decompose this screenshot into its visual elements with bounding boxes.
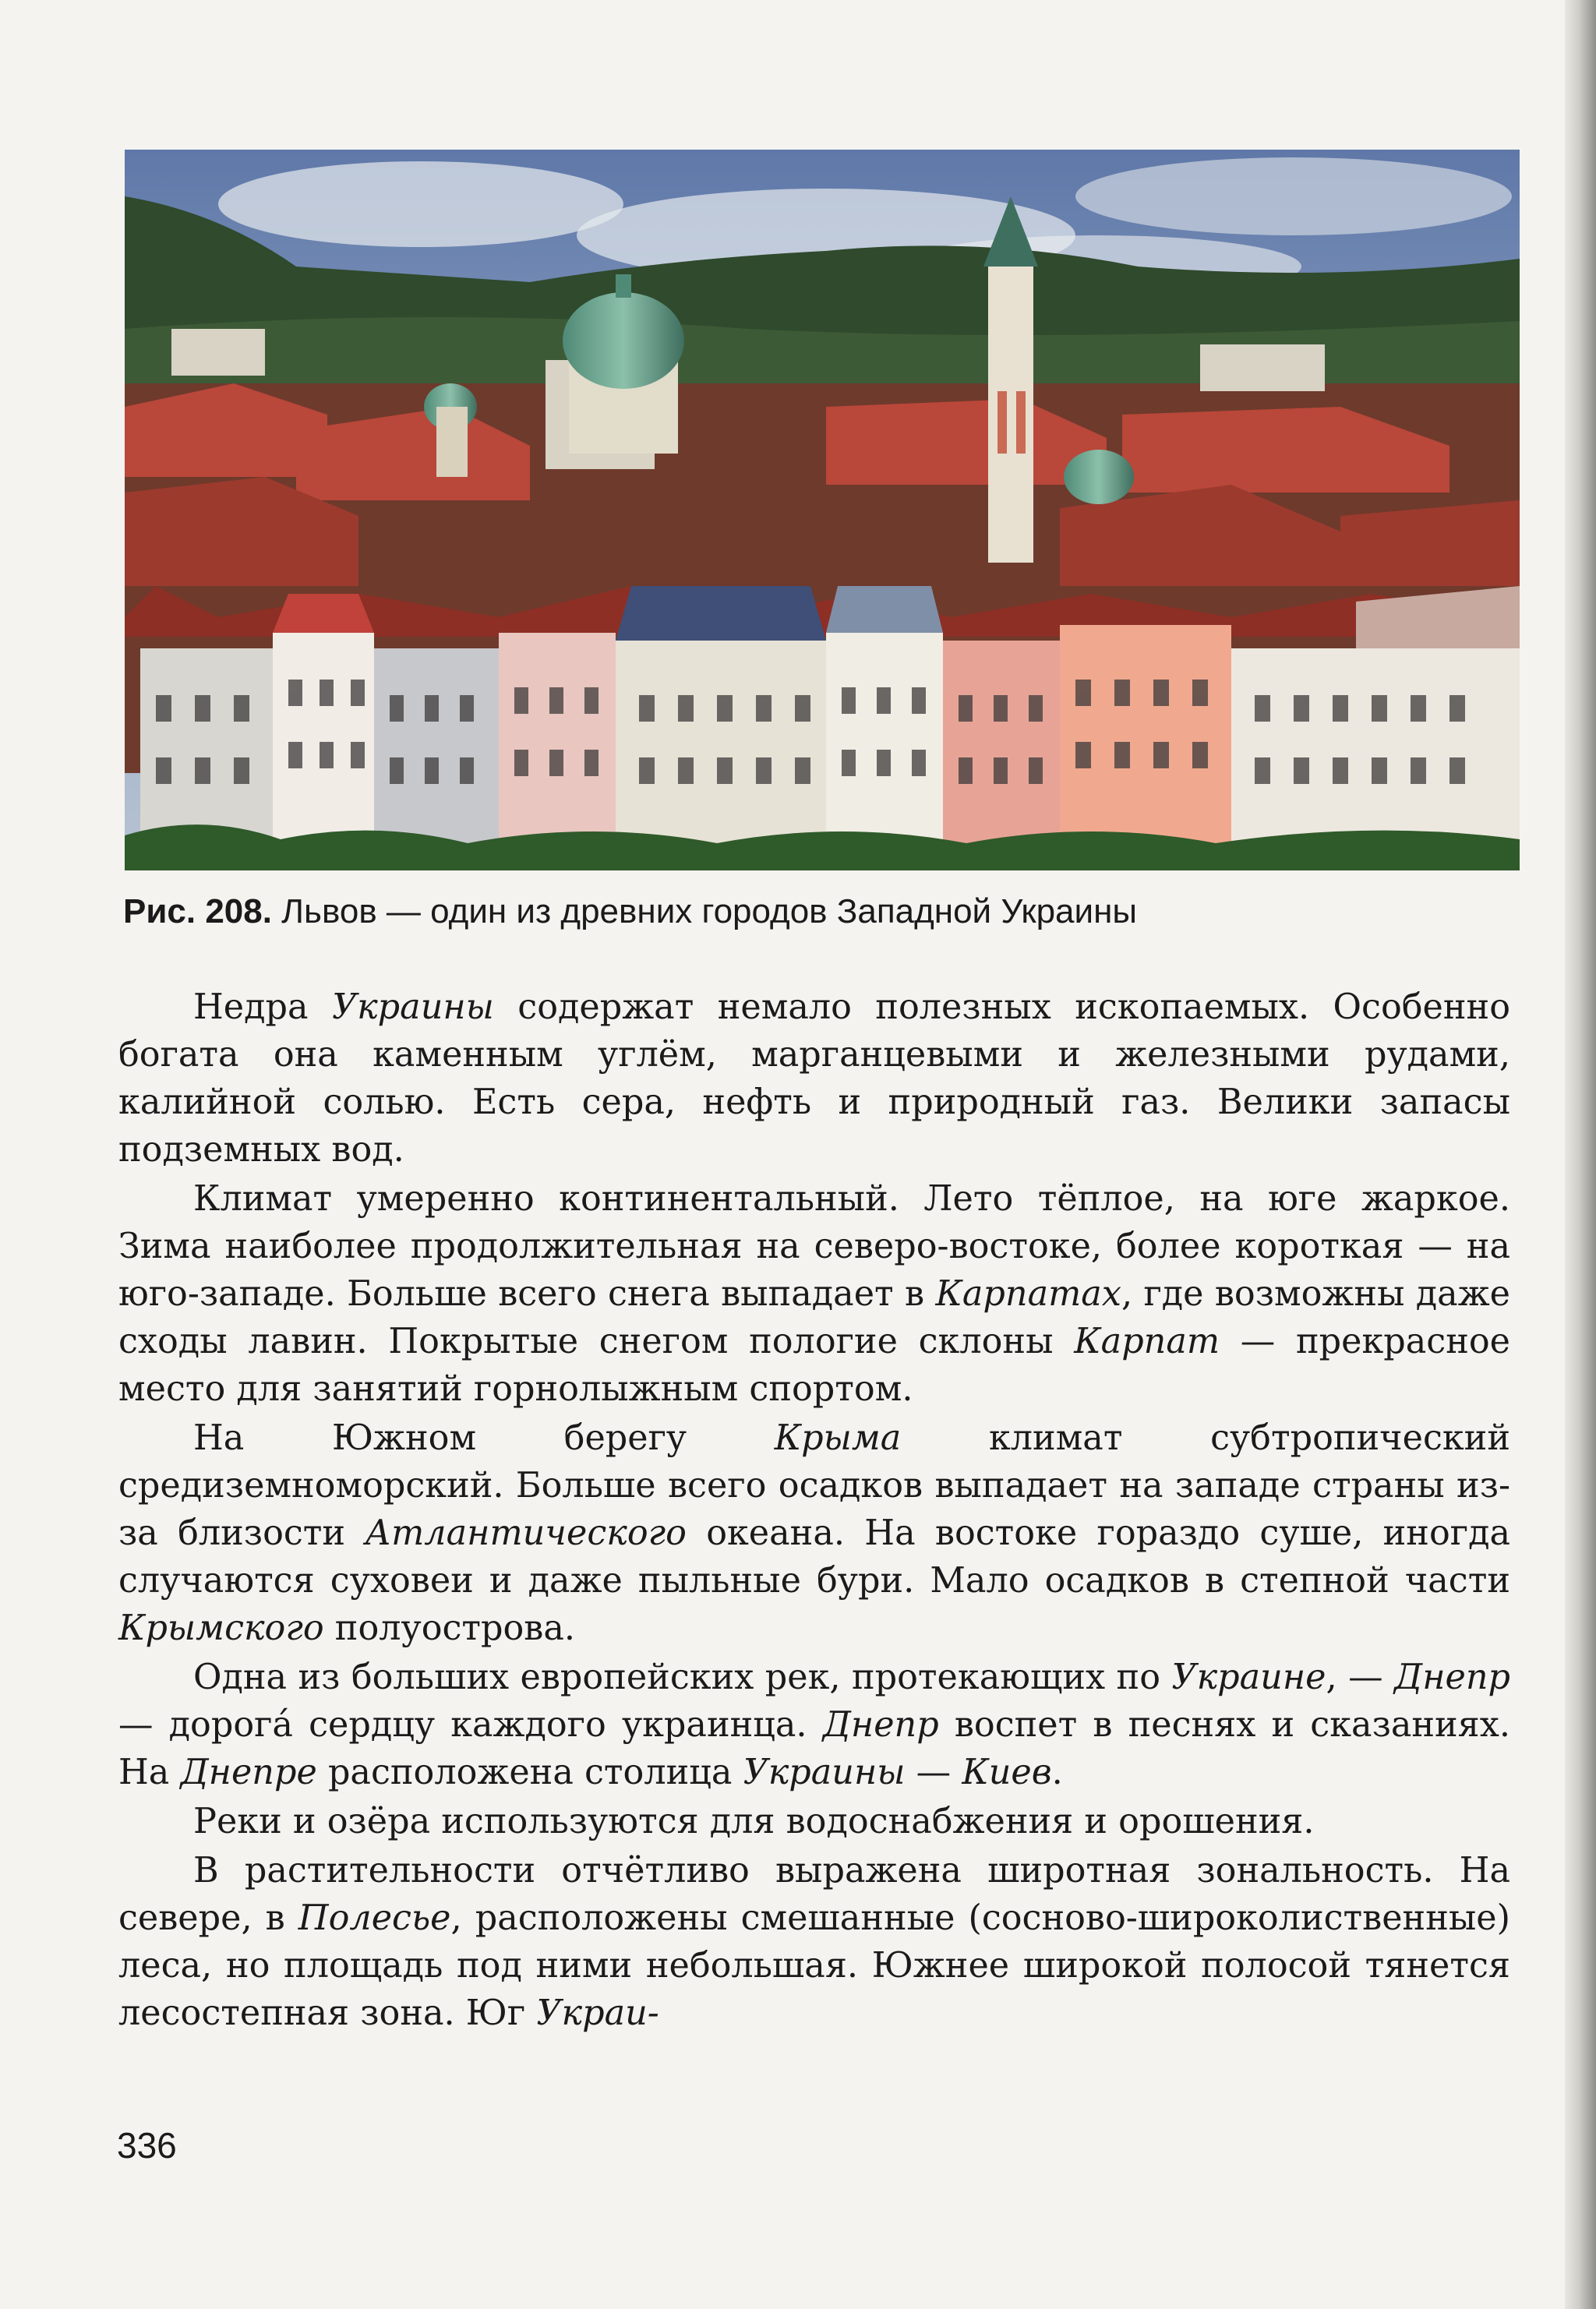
figure-number: Рис. 208.	[123, 892, 272, 930]
page-number: 336	[117, 2125, 177, 2166]
lviv-city-photo	[125, 150, 1520, 870]
italic-term: Украины	[743, 1753, 906, 1792]
italic-term: Днепре	[180, 1753, 317, 1792]
paragraph: Недра Украины содержат немало полезных ископаемых. Особенно богата она каменным углём, марганцевыми и железными рудами, калийной солью. Есть сера, нефть и природный газ. Велики запасы подземных вод.	[118, 987, 1510, 1170]
italic-term: Украи-	[536, 1993, 659, 2033]
italic-term: Украины	[331, 987, 494, 1027]
italic-term: Атлантического	[365, 1513, 687, 1553]
paragraph: Одна из больших европейских рек, протекающих по Украине, — Днепр — дорогá сердцу каждого украинца. Днепр воспет в песнях и сказаниях. На Днепре расположена столица Украины — Киев.	[118, 1658, 1510, 1792]
paragraph: В растительности отчётливо выражена широтная зональность. На севере, в Полесье, расположены смешанные (сосново-широколиственные) леса, но площадь под ними небольшая. Южнее широкой полосой тянется лесостепная зона. Юг Украи-	[118, 1851, 1510, 2033]
italic-term: Крыма	[774, 1418, 902, 1458]
paragraph: На Южном берегу Крыма климат субтропический средиземноморский. Больше всего осадков выпадает на западе страны из-за близости Атлантического океана. На востоке гораздо суше, иногда случаются суховеи и даже пыльные бури. Мало осадков в степной части Крымского полуострова.	[118, 1418, 1511, 1648]
body-text	[118, 983, 1510, 2039]
figure-caption	[123, 888, 1526, 935]
italic-term: Карпатах	[935, 1274, 1121, 1314]
italic-term: Киев	[962, 1753, 1052, 1792]
italic-term: Украине	[1171, 1658, 1326, 1697]
figure-caption-text: Львов — один из древних городов Западной Украины	[271, 892, 1138, 930]
italic-term: Полесье	[298, 1898, 451, 1938]
page-edge-shadow	[1565, 0, 1596, 2309]
italic-term: Днепр	[822, 1705, 939, 1745]
paragraph: Климат умеренно континентальный. Лето тёплое, на юге жаркое. Зима наиболее продолжительная на северо-востоке, более короткая — на юго-западе. Больше всего снега выпадает в Карпатах, где возможны даже сходы лавин. Покрытые снегом пологие склоны Карпат — прекрасное место для занятий горнолыжным спортом.	[118, 1179, 1510, 1409]
italic-term: Днепр	[1394, 1658, 1510, 1697]
italic-term: Карпат	[1074, 1322, 1220, 1361]
italic-term: Крымского	[118, 1608, 324, 1648]
paragraph: Реки и озёра используются для водоснабжения и орошения.	[193, 1802, 1315, 1841]
